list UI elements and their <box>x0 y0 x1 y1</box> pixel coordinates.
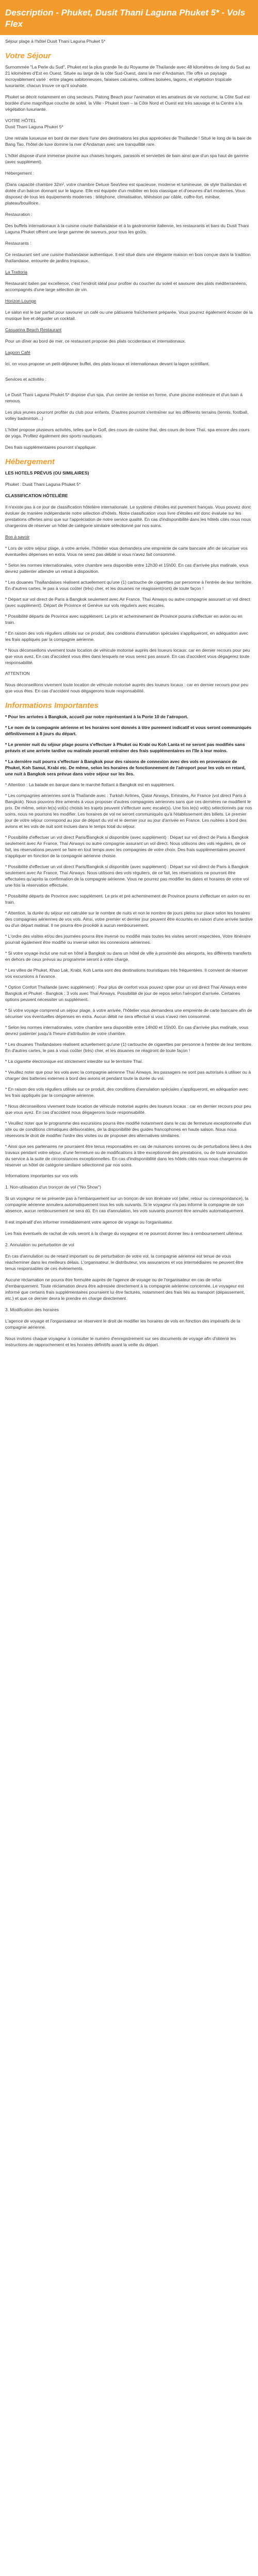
info-item: * La dernière nuit pourra s'effectuer à Bangkok pour des raisons de connexion avec des vols en provenance de Phuket, Koh Samui, Krabi etc. De même, selon les horaires de fonctionnement de l'aéroport pour les vols en retard, une nuit à Bangkok sera prévue dans votre séjour sur les îles. <box>5 759 246 776</box>
info-item: * Ainsi que ses partenaires ne pourraient être tenus responsables en cas de nuisances sonores ou de perturbations liées à des travaux pendant votre séjour, d'une fermeture ou de modifications à titre exceptionnel des prestations, ou de toute annulation du service à la suite de circonstances exceptionnelles. En cas d'indisponibilité dans les hôtels cités nous nous chargerons de réserver un hôtel de catégorie similaire sélectionné par nos soins. <box>5 1144 252 1167</box>
bon-a-savoir-item: * Selon les normes internationales, votre chambre sera disponible entre 12h30 et 15h00. En cas d'arrivée plus matinale, vous devrez patienter attendre un retrait à disposition. <box>5 563 249 574</box>
info-item: * Attention, la durée du séjour est calculée sur le nombre de nuits et non le nombre de jours pleins sur place selon les horaires des compagnies aériennes de vos vols. Ainsi, votre premier et dernier jour peuvent être écourtés en raison d'une arrivée tardive ou d'un départ matinal. Il ne pourra être procédé à aucun remboursement. <box>5 910 253 928</box>
legal-subheading: 2. Annulation ou perturbation de vol <box>5 1242 74 1247</box>
legal-heading: Informations importantes sur vos vols <box>5 1173 78 1178</box>
bon-a-savoir-item: * Les douanes Thaïlandaises réalisent actuellement qu'une (1) cartouche de cigarettes par personne à l'entrée de leur territoire. En d'autres cartes, le pas à vous coûter (très) cher, et les douanes ne réagissent(ront) de toute façon ! <box>5 580 253 591</box>
subheading-hebergement: Hébergement : <box>5 171 35 176</box>
hotels-heading: LES HOTELS PRÉVUS (OU SIMILAIRES) <box>5 470 89 476</box>
legal-paragraph: Il est impératif d'en informer immédiatement votre agence de voyage ou l'organisateur. <box>5 1219 173 1225</box>
subheading-services: Services et activités : <box>5 377 46 382</box>
subheading-lagoon: Lagoon Café <box>5 350 30 355</box>
attention-paragraph: Nous déconseillons vivement toute location de véhicule motorisé auprès des loueurs locaux : car en dernier recours pour peu que vous êtes. En cas d'accident nous dégagerons toute responsabilité. <box>5 682 249 693</box>
sejour-paragraph: L'hôtel dispose d'une immense piscine aux chaises longues, parasols et serviettes de bain ainsi que d'un spa haut de gamme (avec supplément). <box>5 153 249 164</box>
info-item: * Option Confort Thaïlande (avec supplément) : Pour plus de confort vous pouvez opter pour un vol direct Thaï Airways entre Bangkok et Phuket - Bangkok : 3 vols avec Thaï Airways. Possibilité de jour de repos selon l'aéroport d'arrivée. Certaines options peuvent nécessiter un supplément. <box>5 985 247 1002</box>
legal-paragraph: L'agence de voyage et l'organisateur se réservent le droit de modifier les horaires de vols en fonction des impératifs de la compagnie aérienne. <box>5 1318 240 1330</box>
intro-text: Séjour plage à l'hôtel Dusit Thani Laguna Phuket 5* <box>5 39 106 44</box>
bon-a-savoir-item: * Départ sur vol direct de Paris à Bangkok seulement avec Air France, Thaï Airways ou autre compagnie assurant un vol direct (avec supplément). Départ de Province et Genève sur vols réguliers avec escales. <box>5 597 250 608</box>
page-title: Description - Phuket, Dusit Thani Laguna Phuket 5* - Vols Flex <box>5 8 246 29</box>
info-item: * Possibilité d'effectuer un vol direct Paris/Bangkok si disponible (avec supplément) : Départ sur vol direct de Paris à Bangkok seulement avec Air France, Thaï Airways. Nous utilisons des vols réguliers, de ce fait, les réservations ne pourront être effectuées qu'après la confirmation de la compagnie aérienne. Vous ne pourrez pas modifier les dates et horaires de votre vol une fois la réservation effectuée. <box>5 864 249 888</box>
legal-paragraph: Si un voyageur ne se présente pas à l'embarquement sur un tronçon de son itinéraire vol (aller, retour ou correspondance), la compagnie aérienne annulera automatiquement tous les vols suivants. Si le voyageur n'a pas informé la compagnie de son absence, aucun remboursement ne sera dû. En cas d'annulation, les vols suivants pourront être annulés automatiquement. <box>5 1196 249 1213</box>
content <box>0 35 258 1358</box>
info-item: * L'ordre des visites et/ou des journées pourra être inversé ou modifié mais toutes les visites seront respectées. Votre itinéraire pourrait également être modifié ou inversé selon les connexions aériennes. <box>5 934 251 945</box>
info-item: * Les compagnies aériennes sont la Thaïlande avec : Turkish Airlines, Qatar Airways, Emirates, Air France (vol direct Paris à Bangkok). Nous pouvons être amenés à vous proposer d'autres compagnies aériennes sans que ces dernières ne modifient le prix. De même, selon le(s) vol(s) choisis les trajets peuvent s'effectuer avec escale(s). Une fois le(s) vol(s) sélectionnés par nos soins, nous ne pourrons les modifier. Les horaires de vol ne seront communiqués qu'à l'établissement des billets. Le premier jour de votre séjour correspond au jour de départ du vol et le dernier jour au jour d'arrivée en France. Les nuitées à bord des avions et les vols de nuit sont inclues dans le temps total du séjour. <box>5 793 252 829</box>
bon-a-savoir-heading: Bon à savoir <box>5 534 30 539</box>
subheading-casuarina: Casuarina Beach Restaurant <box>5 327 62 332</box>
legal-paragraph: Les frais éventuels de rachat de vols seront à la charge du voyageur et ne pourront donner lieu à remboursement ultérieur. <box>5 1231 244 1236</box>
sejour-paragraph: Des frais supplémentaires pourront s'appliquer. <box>5 445 97 450</box>
info-item: * En raison des vols réguliers utilisés sur ce produit, des conditions d'annulation spéciales s'appliqueront, en adéquation avec les frais appliqués par la compagnie aérienne. <box>5 1087 249 1098</box>
info-item: * Possibilité d'effectuer un vol direct Paris/Bangkok si disponible (avec supplément) : Départ sur vol direct de Paris à Bangkok seulement avec Air France, Thaï Airways ou autre compagnie assurant un vol direct. Nous utilisons des vols réguliers, de ce fait, les réservations peuvent se faire en tout temps avec les compagnies de votre choix. Des frais supplémentaires peuvent s'appliquer en fonction de la compagnie aérienne choisie. <box>5 835 249 858</box>
info-item: * Veuillez noter que pour les vols avec la compagnie aérienne Thaï Airways, les passagers ne sont pas autorisés à utiliser ou à charger des batteries externes à bord des avions et pendant toute la durée du vol. <box>5 1070 251 1081</box>
classification-heading: CLASSIFICATION HÔTELIÈRE <box>5 493 68 498</box>
attention-heading: ATTENTION <box>5 671 30 676</box>
legal-subheading: 1. Non-utilisation d'un tronçon de vol ("No Show") <box>5 1184 101 1190</box>
sejour-paragraph: (Dans capacité chambre 32m², votre chambre Deluxe SeaView est spacieuse, moderne et lumineuse, de style thaïlandais et dotée d'un balcon donnant sur le lagune. Elle est équipée d'un mobilier en bois classique et d'oeuvres d'art modernes. Vous disposez de tous les équipements modernes : téléphone, climatisation, télévision par câble, coffre-fort, minibar, plateau/bouilloire. <box>5 182 247 206</box>
bon-a-savoir-item: * Possibilité départs de Province avec supplément. Le prix et acheminement de Province pourra s'effectuer en avion ou en train. <box>5 614 243 625</box>
info-item: * Possibilité départs de Province avec supplément. Le prix et pré acheminement de Province pourra s'effectuer en avion ou en train. <box>5 893 250 905</box>
info-item: * Pour les arrivées à Bangkok, accueil par notre représentant à la Porte 10 de l'aéroport. <box>5 714 188 719</box>
sejour-paragraph: Restaurant italien par excellence, c'est l'endroit idéal pour profiter du coucher du soleil et savourer des plats méditerranéens, accompagnés d'une large sélection de vin. <box>5 281 247 292</box>
section-title-votre-sejour: Votre Séjour <box>5 52 51 60</box>
sejour-paragraph: Ici, on vous propose un petit-déjeuner buffet, des plats locaux et internationaux devant la lagon scintillant. <box>5 361 210 366</box>
subheading-trattoria: La Trattoria <box>5 269 27 275</box>
sejour-paragraph: Pour un dîner au bord de mer, ce restaurant propose des plats occidentaux et internationaux. <box>5 338 186 344</box>
sejour-paragraph: Le Dusit Thani Laguna Phuket 5* dispose d'un spa, d'un centre de remise en forme, d'une piscine extérieure et d'un bain à remous. <box>5 392 243 403</box>
info-item: * La cigarette électronique est strictement interdite sur le territoire Thaï. <box>5 1059 143 1064</box>
section-title-informations: Informations Importantes <box>5 701 99 710</box>
classification-paragraph: Il n'existe pas à ce jour de classification hôtelière internationale. Le système d'étoiles est purement français. Vous pouvez donc évoluer de manière indépendante notre sélection d'hôtels. Notre classification vous livre d'étoiles est donc évaluée sur les prestations offertes ainsi que sur l'appréciation de notre service qualité. En cas d'indisponibilité dans les hôtels cités nous nous chargerons de réserver un hôtel de catégorie similaire sélectionné par nos soins. <box>5 504 251 528</box>
bon-a-savoir-item: * Lors de votre séjour plage, à votre arrivée, l'hôtelier vous demandera une empreinte de carte bancaire afin de sécuriser vos éventuelles dépenses en extra. Vous ne serez pas débité si vous n'avez fait consommé. <box>5 546 248 557</box>
page-title-banner <box>0 0 258 35</box>
info-item: * Le nom de la compagnie aérienne et les horaires sont donnés à titre purement indicatif et vous seront communiqués définitivement à 8 jours du départ. <box>5 725 252 736</box>
legal-paragraph: Aucune réclamation ne pourra être formulée auprès de l'agence de voyage ou de l'organisateur en cas de refus d'embarquement. Toute réclamation devra être adressée directement à la compagnie aérienne concernée. Le voyageur est informé que certains frais supplémentaires pourraient lui être facturés, notamment des frais liés au transport (dépassement, etc.) et que ce dernier devra le prendre en charge directement. <box>5 1277 245 1301</box>
section-title-hebergement: Hébergement <box>5 457 55 466</box>
info-item: * Veuillez noter que le programme des excursions pourra être modifié notamment dans le cas de fermeture exceptionnelle d'un site ou de conditions climatiques défavorables, de la disponibilité des guides francophones en haute saison. Nous nous réservons le droit de modifier l'ordre des visites ou de proposer des alternatives similaires. <box>5 1121 251 1138</box>
sejour-paragraph: Les plus jeunes pourront profiter du club pour enfants. D'autres pourront s'entraîner sur les différents terrains (tennis, football, volley badminton...) <box>5 410 249 421</box>
sejour-paragraph: Ce restaurant sert une cuisine thaïlandaise authentique. Il est situé dans une élégante maison en bois conçue dans la tradition thaïlandaise, entourée de jardins tropicaux. <box>5 252 251 263</box>
info-item: * Les villes de Phuket, Khao Lak, Krabi, Koh Lanta sont des destinations touristiques très fréquentées. Il convient de réserver vos excursions à l'avance. <box>5 968 248 979</box>
hotel-heading: VOTRE HÔTEL Dusit Thani Laguna Phuket 5* <box>5 118 63 129</box>
info-item: * Nous déconseillons vivement toute location de véhicule motorisé auprès des loueurs locaux : car en dernier recours pour peu que vous ayez. En cas d'accident nous dégagerons toute responsabilité. <box>5 1104 251 1115</box>
info-item: * Attention : La balade en barque dans le marché flottant à Bangkok est en supplément. <box>5 782 175 787</box>
bon-a-savoir-item: * En raison des vols réguliers utilisés sur ce produit, des conditions d'annulation spéciales s'appliqueront, en adéquation avec les frais appliqués par la compagnie aérienne. <box>5 631 249 642</box>
subheading-horizon: Horizon Lounge <box>5 298 37 303</box>
info-item: * Si votre voyage inclut une nuit en hôtel à Bangkok ou dans un hôtel de ville à proximité des aéroports, les différents transferts en dehors de ceux prévus au programme seront à votre charge. <box>5 951 252 962</box>
info-item: * Si votre voyage comprend un séjour plage, à votre arrivée, l'hôtelier vous demandera une empreinte de carte bancaire afin de sécuriser vos éventuelles dépenses en extra. Aucun débit ne sera effectué si vous n'avez rien consommé. <box>5 1008 252 1019</box>
info-item: * Le premier nuit du séjour plage pourra s'effectuer à Phuket ou Krabi ou Koh Lanta et ne seront pas modifiés sans préavis et une arrivée tardive ou matinale pourrait entraîner des frais supplémentaires en l'île à leur moins. <box>5 742 245 753</box>
info-item: * Les douanes Thaïlandaises réalisent actuellement qu'une (1) cartouche de cigarettes par personne à l'entrée de leur territoire. En d'autres cartes, le pas à vous coûter (très) cher, et les douanes ne réagiront de toute façon ! <box>5 1042 253 1053</box>
info-item: * Selon les normes internationales, votre chambre sera disponible entre 14h00 et 15h00. En cas d'arrivée plus matinale, vous devrez patienter jusqu'à l'heure d'attribution de votre chambre. <box>5 1025 249 1036</box>
sejour-paragraph: Des buffets internationaux à la cuisine courte thaïlandaise et à la gastronomie italienne, les restaurants et bars du Dusit Thani Laguna Phuket offrent une large gamme de saveurs, pour tous les goûts. <box>5 223 249 234</box>
legal-paragraph: Nous invitons chaque voyageur à consulter le numéro d'enregistrement sur ses documents de voyage afin d'obtenir les instructions de rapprochement et les horaires définitifs avant la veille du départ. <box>5 1336 236 1347</box>
subheading-restaurants: Restaurants : <box>5 241 31 246</box>
sejour-paragraph: Surnommée "La Perle du Sud", Phuket est la plus grande île du Royaume de Thaïlande avec 48 kilomètres de long du Sud au 21 kilomètres d'Est en Ouest. Située au large de la côte Sud-Ouest, dans la mer d'Andaman, l'île offre un paysage incroyablement varié : entre plages sablonneuses, falaises calcaires, collines boisées, lagons, et végétation tropicale luxuriante, chacun trouve ce qu'il souhaite. <box>5 64 250 88</box>
sejour-paragraph: Phuket se décrit notamment en cinq secteurs. Patong Beach pour l'animation et les amateurs de vie nocturne, la Côte Sud est bordée d'une magnifique couche de soleil, la Ville - Phuket town – la Côte Nord et Ouest est très sauvage et la Centre à la végétation luxuriante. <box>5 94 250 112</box>
sejour-paragraph: Le salon est le bar parfait pour savourer un café ou une pâtisserie fraîchement préparée. Vous pourrez également écouter de la musique live et déguster un cocktail. <box>5 310 253 321</box>
subheading-restauration: Restauration : <box>5 212 33 217</box>
sejour-paragraph: Une retraite luxueuse en bord de mer dans l'une des destinations les plus appréciées de Thaïlande ! Situé le long de la baie de Bang Tao, l'hôtel de luxe domine la mer d'Andaman avec une tranquillité rare. <box>5 135 252 147</box>
sejour-paragraph: L'hôtel propose plusieurs activités, telles que le Golf, des cours de cuisine thaï, des cours de boxe Thaï, spa encore des cours de yoga. Profitez également des sports nautiques. <box>5 427 250 438</box>
hotels-list: Phuket : Dusit Thani Laguna Phuket 5* <box>5 482 81 487</box>
legal-paragraph: En cas d'annulation ou de retard important ou de perturbation de votre vol, la compagnie aérienne est tenue de vous réacheminer dans les meilleurs délais. L'organisateur, le distributeur, vos assurances et vos intermédiaires ne peuvent être tenus responsables de ces événements. <box>5 1253 244 1271</box>
legal-subheading: 3. Modification des horaires <box>5 1307 59 1312</box>
bon-a-savoir-item: * Nous déconseillons vivement toute location de véhicule motorisé auprès des loueurs locaux: car en dernier recours pour peu que vous avez, En cas d'accident vous êtes dans lesquels ne vous serez pas assuré. En cas d'accident vous dégagerez toute responsabilité. <box>5 648 250 665</box>
